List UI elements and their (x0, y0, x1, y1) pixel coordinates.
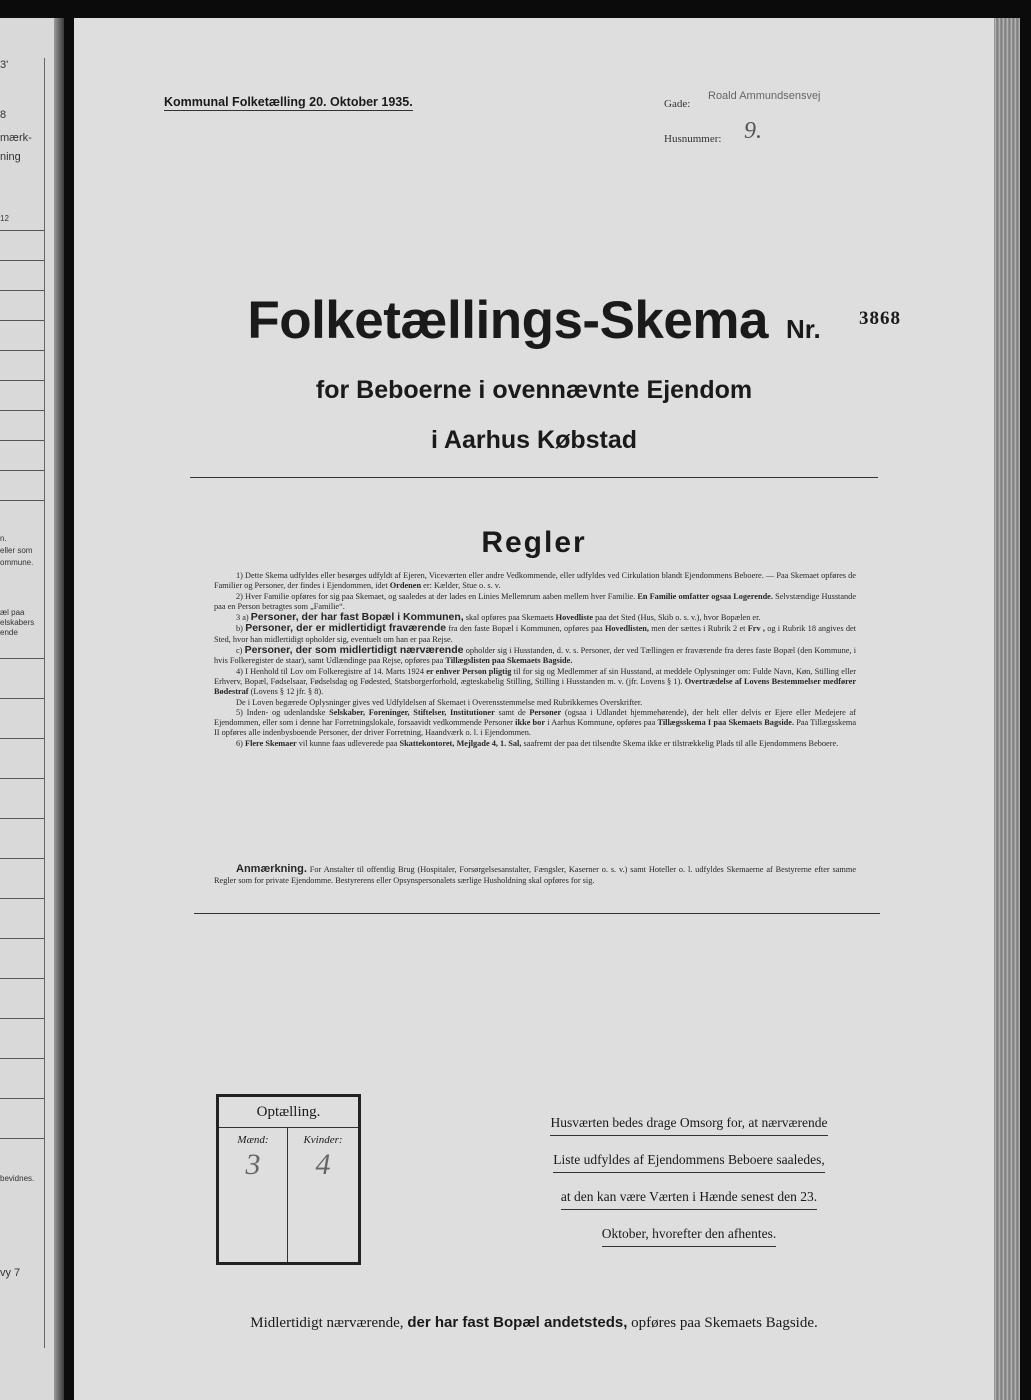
left-rule (0, 230, 44, 231)
left-page-text: æl paa (0, 608, 25, 617)
left-page-text: 12 (0, 214, 9, 223)
kvinder-value[interactable]: 4 (315, 1148, 331, 1181)
notice-line: at den kan være Værten i Hænde senest den 23. (561, 1185, 817, 1210)
rule-1: 1) Dette Skema udfyldes eller besørges udfyldt af Ejeren, Viceværten eller andre Vedkommende, eller udfyldes ved Cirkulation blandt Ejendommens Beboere. — Paa Skemaet opføres de Familier og Personer, der findes i Ejendommen, idet Ordenen er: Kælder, Stue o. s. v. (214, 571, 856, 591)
notice-line: Oktober, hvorefter den afhentes. (602, 1222, 777, 1247)
page-edges (994, 18, 1020, 1400)
rule-3b: b) Personer, der er midlertidigt fraværende fra den faste Bopæl i Kommunen, opføres paa Hovedlisten, men der sættes i Rubrik 2 et Frv , og i Rubrik 18 angives det Sted, hvor han midlertidigt opholder sig, eventuelt om han er paa Rejse. (214, 622, 856, 644)
left-page-column-line (44, 58, 45, 1348)
left-rule (0, 470, 44, 471)
rule-2: 2) Hver Familie opføres for sig paa Skemaet, og saaledes at der lades en Linies Mellemrum aaben mellem hver Familie. En Familie omfatter ogsaa Logerende. Selvstændige Husstande paa en Person betragtes som „Familie“. (214, 591, 857, 611)
left-rule (0, 350, 44, 351)
maend-label: Mænd: (237, 1134, 269, 1146)
optaelling-title: Optælling. (219, 1097, 358, 1128)
husnummer-label: Husnummer: (664, 133, 722, 145)
left-page-text: 3' (0, 59, 9, 71)
rule-5: 5) Inden- og udenlandske Selskaber, Foreninger, Stiftelser, Institutioner samt de Personer (ogsaa i Udlandet hjemmehørende), der helt eller delvis er Ejere eller Medejere af Ejendommen, eller som i denne har Forretningslokale, forsaavidt vedkommende Personer ikke bor i Aarhus Kommune, opføres paa Tillægsskema I paa Skemaets Bagside. Paa Tillægsskema II opføres alle indenbysboende Personer, der driver Forretning, Haandværk o. l. i Ejendommen. (214, 707, 857, 738)
left-rule (0, 658, 44, 659)
left-page-fragment (0, 18, 64, 1400)
left-page-text: bevidnes. (0, 1174, 35, 1183)
left-page-text: ende (0, 628, 18, 637)
maend-column (219, 1128, 288, 1262)
left-rule (0, 778, 44, 779)
left-rule (0, 320, 44, 321)
form-title-main: Folketællings-Skema (247, 291, 768, 350)
left-rule (0, 1018, 44, 1019)
rule-3c: c) Personer, der som midlertidigt nærværende opholder sig i Husstanden, d. v. s. Personer, der ved Tællingen er fraværende fra deres faste Bopæl (den Kommune, i hvis Folkeregister de staar), samt Udlændinge paa Rejse, opføres paa Tillægslisten paa Skemaets Bagside. (214, 644, 857, 666)
landlord-notice (514, 1111, 864, 1259)
anmaerkning (214, 864, 856, 886)
left-page-text: vy 7 (0, 1267, 21, 1279)
divider-bottom (194, 913, 880, 914)
left-page-text: n. (0, 534, 7, 543)
notice-line: Liste udfyldes af Ejendommens Beboere saaledes, (553, 1148, 824, 1173)
left-rule (0, 978, 44, 979)
rule-4: 4) I Henhold til Lov om Folkeregistre af 14. Marts 1924 er enhver Person pligtig til for sig og Medlemmer af sin Husstand, at meddele Oplysninger om: Fulde Navn, Køn, Stilling eller Erhverv, Bopæl, Fødselsaar, Fødselsdag og Fødested, Statsborgerforhold, ægteskabelig Stilling, Stilling i Husstanden m. v. (jfr. Lovens § 1). Overtrædelse af Lovens Bestemmelser medfører Bødestraf (Lovens § 12 jfr. § 8). (214, 666, 857, 697)
left-rule (0, 260, 44, 261)
husnummer-value[interactable]: 9. (744, 118, 762, 144)
book-gutter (54, 18, 64, 1400)
optaelling-box (216, 1094, 361, 1265)
form-nr-label: Nr. (785, 314, 821, 344)
left-rule (0, 938, 44, 939)
anmaerkning-heading: Anmærkning. (236, 863, 307, 875)
rule-3a: 3 a) Personer, der har fast Bopæl i Kommunen, skal opføres paa Skemaets Hovedliste paa det Sted (Hus, Skib o. s. v.), hvor Bopælen er. (236, 611, 761, 624)
footer-note: Midlertidigt nærværende, der har fast Bopæl andetsteds, opføres paa Skemaets Bagside. (250, 1314, 818, 1331)
left-page-text: mærk- (0, 132, 32, 144)
left-page-text: ommune. (0, 558, 34, 567)
left-rule (0, 698, 44, 699)
rules-text (214, 571, 856, 749)
anmaerkning-text: For Anstalter til offentlig Brug (Hospitaler, Forsørgelsesanstalter, Fængsler, Kaserner o. s. v.) samt Hoteller o. l. udfyldes Skemaerne af Bestyrerne efter samme Regler som for private Ejendomme. Bestyrerens eller Opsynspersonalets særlige Husholdning skal opføres for sig. (214, 865, 856, 885)
kvinder-column (288, 1128, 358, 1262)
left-rule (0, 738, 44, 739)
rule-6: 6) Flere Skemaer vil kunne faas udleverede paa Skattekontoret, Mejlgade 4, 1. Sal, saafremt der paa det tilsendte Skema ikke er tilstrækkelig Plads til alle Ejendommens Beboere. (236, 738, 839, 748)
maend-value[interactable]: 3 (245, 1148, 261, 1181)
left-rule (0, 290, 44, 291)
left-rule (0, 380, 44, 381)
divider-top (190, 477, 878, 478)
left-rule (0, 1138, 44, 1139)
left-rule (0, 858, 44, 859)
left-rule (0, 410, 44, 411)
form-number: 3868 (859, 308, 901, 329)
notice-line: Husværten bedes drage Omsorg for, at nærværende (550, 1111, 827, 1136)
left-rule (0, 898, 44, 899)
left-rule (0, 1058, 44, 1059)
left-rule (0, 440, 44, 441)
gade-value[interactable]: Roald Ammundsensvej (708, 90, 821, 102)
gade-label: Gade: (664, 98, 691, 110)
left-rule (0, 1098, 44, 1099)
form-subtitle-1: for Beboerne i ovennævnte Ejendom (315, 376, 753, 404)
left-rule (0, 818, 44, 819)
left-rule (0, 500, 44, 501)
regler-heading: Regler (481, 526, 587, 559)
left-page-text: 8 (0, 109, 7, 121)
census-line: Kommunal Folketælling 20. Oktober 1935. (164, 95, 413, 109)
form-subtitle-2: i Aarhus Købstad (430, 426, 638, 454)
kvinder-label: Kvinder: (303, 1134, 343, 1146)
left-page-text: eller som (0, 546, 33, 555)
left-page-text: elskabers (0, 618, 35, 627)
census-form-page (74, 18, 994, 1400)
left-page-text: ning (0, 151, 21, 163)
rule-4b: De i Loven begærede Oplysninger gives ved Udfyldelsen af Skemaet i Overensstemmelse med Rubrikkernes Overskrifter. (236, 697, 643, 707)
form-title (74, 290, 994, 351)
